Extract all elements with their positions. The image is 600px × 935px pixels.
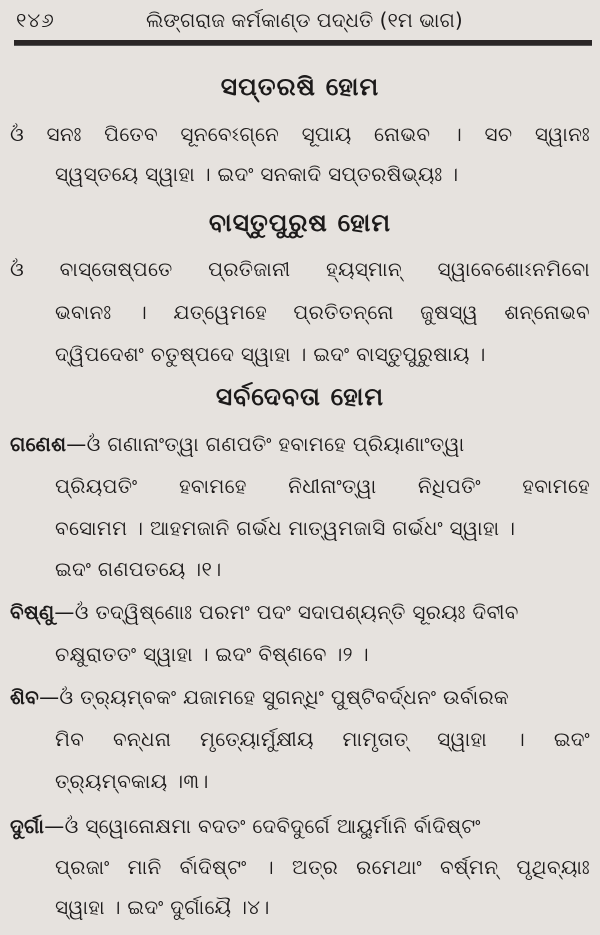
- text-line: ଦ୍ୱିପଦେଶଂ ଚତୁଷ୍ପଦେ ସ୍ୱାହା । ଇଦଂ ବାସ୍ତୁପୁରୁଷାୟ ।: [55, 342, 486, 366]
- text-line: ମିବ ବନ୍ଧନା ମୃତ୍ୟୋର୍ମୁକ୍ଷୀୟ ମାମୃତାତ୍ ସ୍ୱାହା । ଇଦଂ: [55, 727, 590, 751]
- entry-text: —ଓଁ ଗଣାନାଂତ୍ୱା ଗଣପତିଂ ହବାମହେ ପ୍ରିୟାଣାଂତ୍ୱା: [66, 432, 465, 456]
- header-rule: [14, 40, 592, 46]
- text-line: ପ୍ରଜାଂ ମାନି ର୍ବାଦିଷ୍ଟଂ । ଅତ୍ର ରମେଥାଂ ବର୍ଷ୍ମନ୍ ପୃଥିବ୍ୟାଃ: [55, 855, 590, 879]
- entry-first-line: [10, 598, 590, 626]
- running-header: [16, 6, 590, 34]
- entry-first-line: [10, 683, 590, 711]
- text-line: ସ୍ୱସ୍ତୟେ ସ୍ୱାହା । ଇଦଂ ସନକାଦି ସପ୍ତରଷିଭ୍ୟଃ ।: [55, 162, 459, 186]
- text-line: ଇଦଂ ଗଣପତୟେ ।୧।: [55, 557, 222, 581]
- section-heading-saptarishi-homa: ସପ୍ତରଷି ହୋମ: [220, 72, 380, 101]
- entry-label-ganesha: ଗଣେଶ: [10, 432, 67, 456]
- text-line: ତ୍ର୍ୟମ୍ବକାୟ ।୩।: [55, 769, 209, 793]
- section-heading-vastupurusha-homa: ବାସ୍ତୁପୁରୁଷ ହୋମ: [208, 208, 392, 237]
- entry-label-durga: ଦୁର୍ଗା: [10, 814, 45, 838]
- text-line: ଓଁ ସନଃ ପିତେବ ସୂନବେଽଗ୍ନେ ସୂପାୟ ନୋଭବ । ସଚ ସ୍ୱାନଃ: [10, 122, 590, 146]
- book-title: ଲିଙ୍ଗରାଜ କର୍ମକାଣ୍ଡ ପଦ୍ଧତି (୧ମ ଭାଗ): [146, 8, 463, 32]
- section-heading-sarvadevata-homa: ସର୍ବଦେବତା ହୋମ: [215, 382, 385, 411]
- text-line: ସ୍ୱାହା । ଇଦଂ ଦୁର୍ଗାୟୈ ।୪।: [55, 895, 270, 919]
- entry-first-line: [10, 812, 590, 840]
- text-line: ଭବାନଃ । ଯତ୍ୱେମହେ ପ୍ରତିତନ୍ନୋ ଜୁଷସ୍ୱ ଶନ୍ନୋଭବ: [55, 300, 590, 324]
- page-number: ୧୪୬: [16, 8, 55, 32]
- entry-text: —ଓଁ ସ୍ୱୋନୋକ୍ଷମା ବଦତଂ ଦେବିଦୁର୍ଗେ ଆୟୁର୍ମାନି ର୍ବାଦିଷ୍ଟଂ: [44, 814, 481, 838]
- text-line: ଚକ୍ଷୁରାତତଂ ସ୍ୱାହା । ଇଦଂ ବିଷ୍ଣବେ ।୨ ।: [55, 642, 369, 666]
- entry-text: —ଓଁ ତଦ୍ୱିଷ୍ଣୋଃ ପରମଂ ପଦଂ ସଦାପଶ୍ୟନ୍ତି ସୂରୟଃ ଦିବୀବ: [54, 600, 519, 624]
- text-line: ପ୍ରିୟପତିଂ ହବାମହେ ନିଧୀନାଂତ୍ୱା ନିଧିପତିଂ ହବାମହେ: [55, 474, 590, 498]
- entry-first-line: [10, 430, 590, 458]
- entry-label-shiva: ଶିବ: [10, 685, 40, 709]
- entry-label-vishnu: ବିଷ୍ଣୁ: [10, 600, 55, 624]
- text-line: ବସୋମମ । ଆହମଜାନି ଗର୍ଭଧ ମାତ୍ୱମଜାସି ଗର୍ଭଧଂ ସ୍ୱାହା ।: [55, 516, 516, 540]
- text-line: ଓଁ ବାସ୍ତୋଷ୍ପତେ ପ୍ରତିଜାନୀ ହ୍ୟସ୍ମାନ୍ ସ୍ୱାବେଶୋଽନମିବୋ: [10, 257, 590, 281]
- entry-text: —ଓଁ ତ୍ର୍ୟମ୍ବକଂ ଯଜାମହେ ସୁଗନ୍ଧିଂ ପୁଷ୍ଟିବର୍ଦ୍ଧନଂ ଉର୍ବାରକ: [39, 685, 510, 709]
